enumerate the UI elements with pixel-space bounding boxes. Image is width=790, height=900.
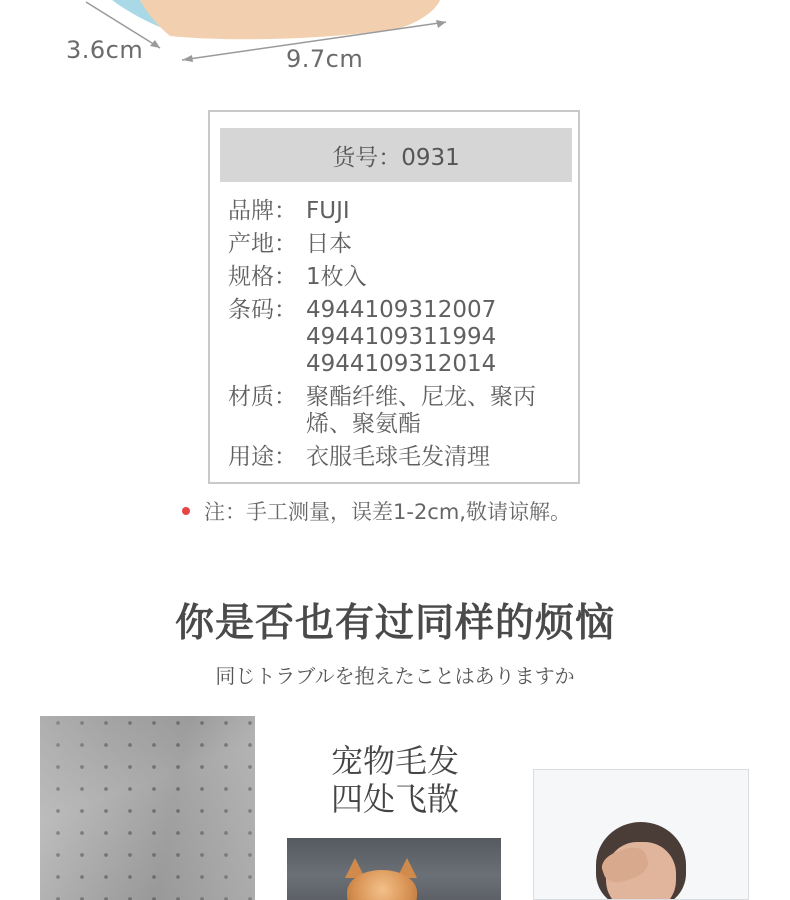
spec-value <box>306 297 573 378</box>
spec-table <box>208 110 580 484</box>
spec-key: 品牌： <box>228 198 297 224</box>
product-dimension-illustration <box>0 0 790 90</box>
spec-value <box>306 444 573 471</box>
spec-rows <box>228 198 573 477</box>
spec-value-line: 日本 <box>306 231 352 257</box>
section-title: 你是否也有过同样的烦恼 <box>174 601 615 646</box>
note-text: 注：手工测量，误差1-2cm,敬请谅解。 <box>204 500 571 524</box>
spec-key: 规格： <box>228 264 297 290</box>
spec-key: 用途： <box>228 444 297 470</box>
spec-value <box>306 384 573 438</box>
red-dot-icon <box>182 507 190 515</box>
frustrated-person-photo <box>533 769 749 900</box>
height-dimension-label: 3.6cm <box>66 36 144 64</box>
spec-row-brand <box>228 198 573 225</box>
fabric-pilling-photo <box>40 716 255 900</box>
spec-key: 材质： <box>228 384 297 410</box>
spec-row-barcode <box>228 297 573 378</box>
spec-value-line: 衣服毛球毛发清理 <box>306 444 490 470</box>
spec-value-line: FUJI <box>306 198 350 224</box>
spec-row-size <box>228 264 573 291</box>
barcode-line: 4944109312007 <box>306 297 497 323</box>
width-dimension-label: 9.7cm <box>286 45 364 73</box>
pet-hair-caption <box>300 742 490 818</box>
spec-row-material <box>228 384 573 438</box>
spec-key: 产地： <box>228 231 297 257</box>
spec-value <box>306 198 573 225</box>
spec-key: 条码： <box>228 297 297 323</box>
cat-on-sofa-photo <box>287 838 501 900</box>
fabric-shading <box>40 716 255 900</box>
width-arrowhead-left-icon <box>182 55 193 62</box>
spec-row-origin <box>228 231 573 258</box>
spec-value <box>306 264 573 291</box>
spec-row-usage <box>228 444 573 471</box>
height-arrowhead-icon <box>150 40 160 48</box>
pet-caption-line: 四处飞散 <box>330 780 459 818</box>
pet-caption-line: 宠物毛发 <box>330 742 459 780</box>
spec-value-line: 1枚入 <box>306 264 367 290</box>
item-number-header: 货号：0931 <box>220 128 572 182</box>
spec-value <box>306 231 573 258</box>
barcode-line: 4944109311994 <box>306 324 497 350</box>
barcode-line: 4944109312014 <box>306 351 497 377</box>
spec-value-line: 聚酯纤维、尼龙、聚丙 <box>306 384 536 410</box>
spec-value-line: 烯、聚氨酯 <box>306 411 421 437</box>
section-subtitle: 同じトラブルを抱えたことはありますか <box>215 664 575 688</box>
measurement-note <box>182 496 571 526</box>
width-arrowhead-right-icon <box>436 20 446 28</box>
